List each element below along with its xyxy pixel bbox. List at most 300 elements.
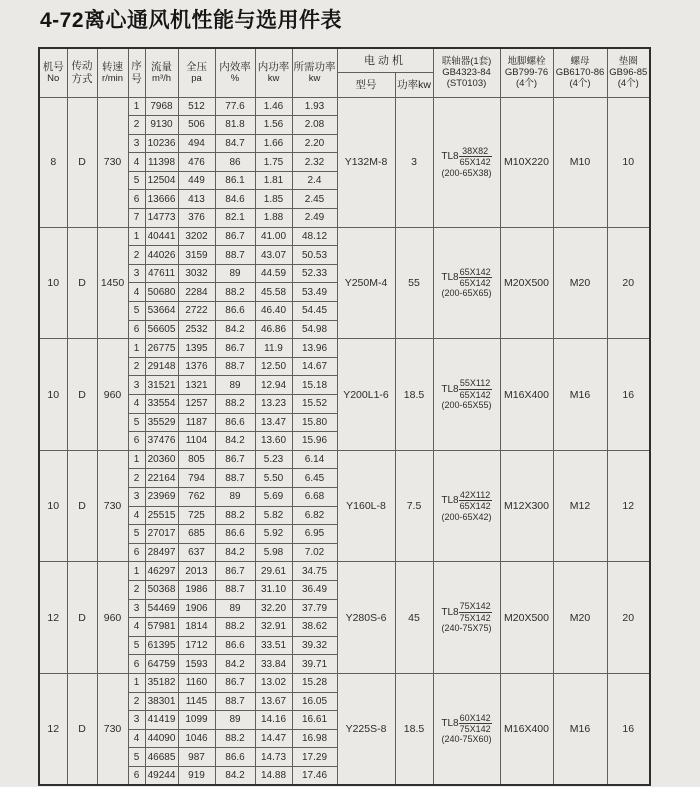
header-line: (4个) <box>515 78 538 90</box>
efficiency-cell: 84.6 <box>215 190 255 209</box>
coupling-spec <box>441 713 491 735</box>
col-header-flow <box>145 48 178 97</box>
pressure-cell: 1906 <box>178 599 215 618</box>
flow-cell: 54469 <box>145 599 178 618</box>
header-line: 所需功率 <box>293 60 336 73</box>
power-required-cell: 15.18 <box>292 376 337 395</box>
col-header-motor: 电动机 <box>337 48 433 72</box>
header-line: 方式 <box>71 72 93 85</box>
seq-cell: 4 <box>128 153 145 172</box>
power-required-cell: 7.02 <box>292 543 337 562</box>
nut-cell: M12 <box>553 450 607 562</box>
flow-cell: 12504 <box>145 171 178 190</box>
coupling-numerator: 42X112 <box>459 489 491 500</box>
header-line: 流量 <box>151 60 172 73</box>
seq-cell: 3 <box>128 711 145 730</box>
power-required-cell: 38.62 <box>292 618 337 637</box>
coupling-denominator: 75X142 <box>459 724 491 735</box>
table-body <box>39 97 650 785</box>
pressure-cell: 762 <box>178 487 215 506</box>
motor-power-cell: 18.5 <box>395 673 433 785</box>
pressure-cell: 1187 <box>178 413 215 432</box>
col-header-seq <box>128 48 145 97</box>
washer-cell: 12 <box>607 450 650 562</box>
header-line: 序 <box>131 60 142 73</box>
washer-cell: 20 <box>607 562 650 674</box>
nut-cell: M20 <box>553 227 607 339</box>
table-row <box>39 673 650 692</box>
bolt-cell: M16X400 <box>500 339 553 451</box>
header-line: 全压 <box>186 60 207 73</box>
power-internal-cell: 12.50 <box>255 357 292 376</box>
pressure-cell: 494 <box>178 134 215 153</box>
efficiency-cell: 89 <box>215 487 255 506</box>
col-header-efficiency <box>215 48 255 97</box>
power-internal-cell: 5.23 <box>255 450 292 469</box>
header-line: GB6170-86 <box>555 67 605 79</box>
efficiency-cell: 86.7 <box>215 562 255 581</box>
col-header-pressure <box>178 48 215 97</box>
nut-cell: M16 <box>553 673 607 785</box>
pressure-cell: 449 <box>178 171 215 190</box>
flow-cell: 37476 <box>145 432 178 451</box>
motor-power-cell: 3 <box>395 97 433 227</box>
seq-cell: 7 <box>128 209 145 228</box>
coupling-fraction <box>459 713 492 735</box>
power-required-cell: 2.08 <box>292 116 337 135</box>
efficiency-cell: 81.8 <box>215 116 255 135</box>
pressure-cell: 3159 <box>178 246 215 265</box>
nut-cell: M16 <box>553 339 607 451</box>
pressure-cell: 637 <box>178 543 215 562</box>
power-internal-cell: 33.84 <box>255 655 292 674</box>
header-line: m³/h <box>152 72 171 84</box>
efficiency-cell: 86.6 <box>215 302 255 321</box>
machine-no-cell: 12 <box>39 673 67 785</box>
header-line: kw <box>267 72 280 84</box>
efficiency-cell: 88.7 <box>215 580 255 599</box>
nut-cell: M20 <box>553 562 607 674</box>
power-internal-cell: 46.40 <box>255 302 292 321</box>
power-internal-cell: 12.94 <box>255 376 292 395</box>
coupling-spec <box>441 146 491 168</box>
speed-cell: 960 <box>97 339 128 451</box>
power-internal-cell: 5.50 <box>255 469 292 488</box>
col-header-motor-model: 型号 <box>337 72 395 97</box>
header-line: (4个) <box>569 78 591 90</box>
pressure-cell: 512 <box>178 97 215 116</box>
motor-power-cell: 45 <box>395 562 433 674</box>
seq-cell: 5 <box>128 525 145 544</box>
seq-cell: 6 <box>128 543 145 562</box>
motor-model-cell: Y280S-6 <box>337 562 395 674</box>
seq-cell: 4 <box>128 395 145 414</box>
power-internal-cell: 41.00 <box>255 227 292 246</box>
flow-cell: 22164 <box>145 469 178 488</box>
power-internal-cell: 5.98 <box>255 543 292 562</box>
header-line: 内功率 <box>257 60 290 73</box>
power-internal-cell: 32.91 <box>255 618 292 637</box>
machine-no-cell: 10 <box>39 450 67 562</box>
efficiency-cell: 88.7 <box>215 357 255 376</box>
washer-cell: 16 <box>607 339 650 451</box>
power-internal-cell: 31.10 <box>255 580 292 599</box>
bolt-cell: M16X400 <box>500 673 553 785</box>
coupling-prefix: TL8 <box>441 606 459 618</box>
efficiency-cell: 89 <box>215 376 255 395</box>
coupling-spec <box>441 378 491 400</box>
power-required-cell: 15.28 <box>292 673 337 692</box>
efficiency-cell: 86.6 <box>215 413 255 432</box>
flow-cell: 7968 <box>145 97 178 116</box>
seq-cell: 2 <box>128 469 145 488</box>
power-required-cell: 53.49 <box>292 283 337 302</box>
efficiency-cell: 84.7 <box>215 134 255 153</box>
seq-cell: 3 <box>128 134 145 153</box>
header-line: GB96-85 <box>609 67 648 79</box>
header-line: 联轴器(1套) <box>441 55 492 67</box>
power-internal-cell: 29.61 <box>255 562 292 581</box>
power-internal-cell: 13.60 <box>255 432 292 451</box>
seq-cell: 5 <box>128 413 145 432</box>
col-header-bolt <box>500 48 553 97</box>
col-header-washer <box>607 48 650 97</box>
power-internal-cell: 44.59 <box>255 264 292 283</box>
col-header-power-required <box>292 48 337 97</box>
flow-cell: 57981 <box>145 618 178 637</box>
table-row <box>39 339 650 358</box>
efficiency-cell: 84.2 <box>215 655 255 674</box>
header-line: 螺母 <box>570 55 590 67</box>
coupling-cell <box>433 339 500 451</box>
power-required-cell: 17.29 <box>292 748 337 767</box>
power-required-cell: 16.05 <box>292 692 337 711</box>
flow-cell: 64759 <box>145 655 178 674</box>
power-required-cell: 17.46 <box>292 766 337 785</box>
power-required-cell: 39.71 <box>292 655 337 674</box>
coupling-denominator: 65X142 <box>459 157 491 168</box>
flow-cell: 44090 <box>145 729 178 748</box>
header-row-1 <box>39 48 650 72</box>
power-internal-cell: 46.86 <box>255 320 292 339</box>
nut-cell: M10 <box>553 97 607 227</box>
motor-model-cell: Y225S-8 <box>337 673 395 785</box>
drive-cell: D <box>67 227 97 339</box>
flow-cell: 50680 <box>145 283 178 302</box>
efficiency-cell: 88.7 <box>215 246 255 265</box>
power-internal-cell: 43.07 <box>255 246 292 265</box>
pressure-cell: 1046 <box>178 729 215 748</box>
power-required-cell: 2.32 <box>292 153 337 172</box>
power-required-cell: 16.98 <box>292 729 337 748</box>
coupling-fraction <box>459 146 492 168</box>
seq-cell: 2 <box>128 246 145 265</box>
flow-cell: 38301 <box>145 692 178 711</box>
coupling-spec <box>441 267 491 289</box>
coupling-denominator: 65X142 <box>459 389 491 400</box>
power-required-cell: 2.20 <box>292 134 337 153</box>
flow-cell: 40441 <box>145 227 178 246</box>
pressure-cell: 1160 <box>178 673 215 692</box>
power-required-cell: 2.45 <box>292 190 337 209</box>
coupling-prefix: TL8 <box>441 272 459 284</box>
coupling-prefix: TL8 <box>441 383 459 395</box>
seq-cell: 5 <box>128 636 145 655</box>
power-required-cell: 54.98 <box>292 320 337 339</box>
power-required-cell: 34.75 <box>292 562 337 581</box>
performance-table <box>38 47 651 786</box>
table-row <box>39 562 650 581</box>
flow-cell: 13666 <box>145 190 178 209</box>
seq-cell: 1 <box>128 97 145 116</box>
machine-no-cell: 10 <box>39 339 67 451</box>
flow-cell: 31521 <box>145 376 178 395</box>
flow-cell: 26775 <box>145 339 178 358</box>
seq-cell: 6 <box>128 190 145 209</box>
pressure-cell: 3202 <box>178 227 215 246</box>
coupling-cell <box>433 227 500 339</box>
coupling-cell <box>433 673 500 785</box>
power-required-cell: 2.49 <box>292 209 337 228</box>
pressure-cell: 919 <box>178 766 215 785</box>
pressure-cell: 1376 <box>178 357 215 376</box>
machine-no-cell: 12 <box>39 562 67 674</box>
flow-cell: 61395 <box>145 636 178 655</box>
efficiency-cell: 84.2 <box>215 543 255 562</box>
power-required-cell: 37.79 <box>292 599 337 618</box>
efficiency-cell: 89 <box>215 599 255 618</box>
seq-cell: 3 <box>128 376 145 395</box>
header-line: (4个) <box>617 78 639 90</box>
efficiency-cell: 88.2 <box>215 283 255 302</box>
header-line: 内效率 <box>219 60 251 73</box>
flow-cell: 47611 <box>145 264 178 283</box>
flow-cell: 29148 <box>145 357 178 376</box>
pressure-cell: 1593 <box>178 655 215 674</box>
flow-cell: 44026 <box>145 246 178 265</box>
pressure-cell: 1395 <box>178 339 215 358</box>
power-internal-cell: 13.67 <box>255 692 292 711</box>
table-row <box>39 227 650 246</box>
power-required-cell: 6.82 <box>292 506 337 525</box>
bolt-cell: M20X500 <box>500 562 553 674</box>
header-line: (ST0103) <box>446 78 487 90</box>
efficiency-cell: 88.2 <box>215 729 255 748</box>
drive-cell: D <box>67 673 97 785</box>
seq-cell: 6 <box>128 655 145 674</box>
coupling-numerator: 65X142 <box>459 266 491 277</box>
seq-cell: 2 <box>128 357 145 376</box>
motor-power-cell: 55 <box>395 227 433 339</box>
header-line: 机号 <box>42 60 64 73</box>
power-internal-cell: 5.92 <box>255 525 292 544</box>
coupling-cell <box>433 450 500 562</box>
power-internal-cell: 1.85 <box>255 190 292 209</box>
bolt-cell: M12X300 <box>500 450 553 562</box>
seq-cell: 6 <box>128 432 145 451</box>
coupling-fraction <box>459 378 492 400</box>
power-internal-cell: 1.66 <box>255 134 292 153</box>
col-header-speed <box>97 48 128 97</box>
motor-power-cell: 7.5 <box>395 450 433 562</box>
flow-cell: 20360 <box>145 450 178 469</box>
power-required-cell: 15.80 <box>292 413 337 432</box>
pressure-cell: 1986 <box>178 580 215 599</box>
drive-cell: D <box>67 450 97 562</box>
washer-cell: 20 <box>607 227 650 339</box>
power-required-cell: 2.4 <box>292 171 337 190</box>
speed-cell: 960 <box>97 562 128 674</box>
motor-model-cell: Y160L-8 <box>337 450 395 562</box>
pressure-cell: 476 <box>178 153 215 172</box>
seq-cell: 3 <box>128 599 145 618</box>
flow-cell: 35182 <box>145 673 178 692</box>
pressure-cell: 1814 <box>178 618 215 637</box>
power-internal-cell: 13.47 <box>255 413 292 432</box>
header-line: r/min <box>101 72 124 84</box>
flow-cell: 41419 <box>145 711 178 730</box>
seq-cell: 3 <box>128 487 145 506</box>
pressure-cell: 2532 <box>178 320 215 339</box>
page-title: 4-72离心通风机性能与选用件表 <box>40 9 343 32</box>
coupling-numerator: 55X112 <box>459 378 491 389</box>
power-internal-cell: 13.02 <box>255 673 292 692</box>
pressure-cell: 1712 <box>178 636 215 655</box>
power-internal-cell: 13.23 <box>255 395 292 414</box>
flow-cell: 46297 <box>145 562 178 581</box>
header-line: GB4323-84 <box>442 67 491 79</box>
seq-cell: 1 <box>128 450 145 469</box>
pressure-cell: 3032 <box>178 264 215 283</box>
coupling-note: (200-65X65) <box>441 288 492 299</box>
efficiency-cell: 88.2 <box>215 506 255 525</box>
flow-cell: 10236 <box>145 134 178 153</box>
power-internal-cell: 11.9 <box>255 339 292 358</box>
coupling-spec <box>441 490 491 512</box>
efficiency-cell: 84.2 <box>215 432 255 451</box>
drive-cell: D <box>67 97 97 227</box>
table-header <box>39 48 650 97</box>
header-line: No <box>47 72 60 84</box>
pressure-cell: 413 <box>178 190 215 209</box>
pressure-cell: 1321 <box>178 376 215 395</box>
flow-cell: 35529 <box>145 413 178 432</box>
flow-cell: 23969 <box>145 487 178 506</box>
header-line: 地脚螺栓 <box>507 55 546 67</box>
washer-cell: 10 <box>607 97 650 227</box>
flow-cell: 56605 <box>145 320 178 339</box>
power-required-cell: 13.96 <box>292 339 337 358</box>
header-line: 垫圈 <box>618 55 638 67</box>
speed-cell: 730 <box>97 97 128 227</box>
machine-no-cell: 10 <box>39 227 67 339</box>
efficiency-cell: 86.7 <box>215 339 255 358</box>
pressure-cell: 805 <box>178 450 215 469</box>
flow-cell: 49244 <box>145 766 178 785</box>
seq-cell: 6 <box>128 766 145 785</box>
motor-power-cell: 18.5 <box>395 339 433 451</box>
col-header-machine-no <box>39 48 67 97</box>
seq-cell: 3 <box>128 264 145 283</box>
pressure-cell: 2013 <box>178 562 215 581</box>
coupling-denominator: 65X142 <box>459 501 491 512</box>
flow-cell: 28497 <box>145 543 178 562</box>
flow-cell: 33554 <box>145 395 178 414</box>
header-line: pa <box>191 72 202 84</box>
pressure-cell: 1145 <box>178 692 215 711</box>
coupling-numerator: 38X82 <box>459 146 492 157</box>
efficiency-cell: 88.7 <box>215 469 255 488</box>
power-internal-cell: 1.46 <box>255 97 292 116</box>
pressure-cell: 2284 <box>178 283 215 302</box>
coupling-cell <box>433 97 500 227</box>
pressure-cell: 1099 <box>178 711 215 730</box>
power-required-cell: 6.95 <box>292 525 337 544</box>
power-required-cell: 15.52 <box>292 395 337 414</box>
power-internal-cell: 14.73 <box>255 748 292 767</box>
motor-model-cell: Y132M-8 <box>337 97 395 227</box>
seq-cell: 2 <box>128 580 145 599</box>
seq-cell: 5 <box>128 748 145 767</box>
seq-cell: 5 <box>128 171 145 190</box>
table-row <box>39 97 650 116</box>
coupling-note: (200-65X38) <box>441 167 492 178</box>
bolt-cell: M20X500 <box>500 227 553 339</box>
seq-cell: 2 <box>128 692 145 711</box>
pressure-cell: 1257 <box>178 395 215 414</box>
power-internal-cell: 1.75 <box>255 153 292 172</box>
washer-cell: 16 <box>607 673 650 785</box>
seq-cell: 2 <box>128 116 145 135</box>
col-header-nut <box>553 48 607 97</box>
efficiency-cell: 89 <box>215 264 255 283</box>
flow-cell: 14773 <box>145 209 178 228</box>
power-internal-cell: 32.20 <box>255 599 292 618</box>
power-internal-cell: 33.51 <box>255 636 292 655</box>
power-internal-cell: 1.56 <box>255 116 292 135</box>
seq-cell: 4 <box>128 283 145 302</box>
drive-cell: D <box>67 339 97 451</box>
col-header-power-internal <box>255 48 292 97</box>
pressure-cell: 1104 <box>178 432 215 451</box>
pressure-cell: 794 <box>178 469 215 488</box>
coupling-spec <box>441 601 491 623</box>
power-internal-cell: 1.81 <box>255 171 292 190</box>
seq-cell: 4 <box>128 729 145 748</box>
coupling-prefix: TL8 <box>441 718 459 730</box>
col-header-coupling <box>433 48 500 97</box>
coupling-note: (240-75X75) <box>441 623 492 634</box>
power-required-cell: 1.93 <box>292 97 337 116</box>
efficiency-cell: 89 <box>215 711 255 730</box>
flow-cell: 46685 <box>145 748 178 767</box>
efficiency-cell: 77.6 <box>215 97 255 116</box>
efficiency-cell: 84.2 <box>215 320 255 339</box>
efficiency-cell: 86.6 <box>215 636 255 655</box>
col-header-drive <box>67 48 97 97</box>
power-internal-cell: 45.58 <box>255 283 292 302</box>
header-line: 转速 <box>102 60 123 73</box>
coupling-denominator: 75X142 <box>459 612 491 623</box>
seq-cell: 6 <box>128 320 145 339</box>
pressure-cell: 376 <box>178 209 215 228</box>
efficiency-cell: 86.1 <box>215 171 255 190</box>
flow-cell: 9130 <box>145 116 178 135</box>
coupling-prefix: TL8 <box>441 151 459 163</box>
seq-cell: 4 <box>128 506 145 525</box>
power-required-cell: 14.67 <box>292 357 337 376</box>
efficiency-cell: 88.7 <box>215 692 255 711</box>
